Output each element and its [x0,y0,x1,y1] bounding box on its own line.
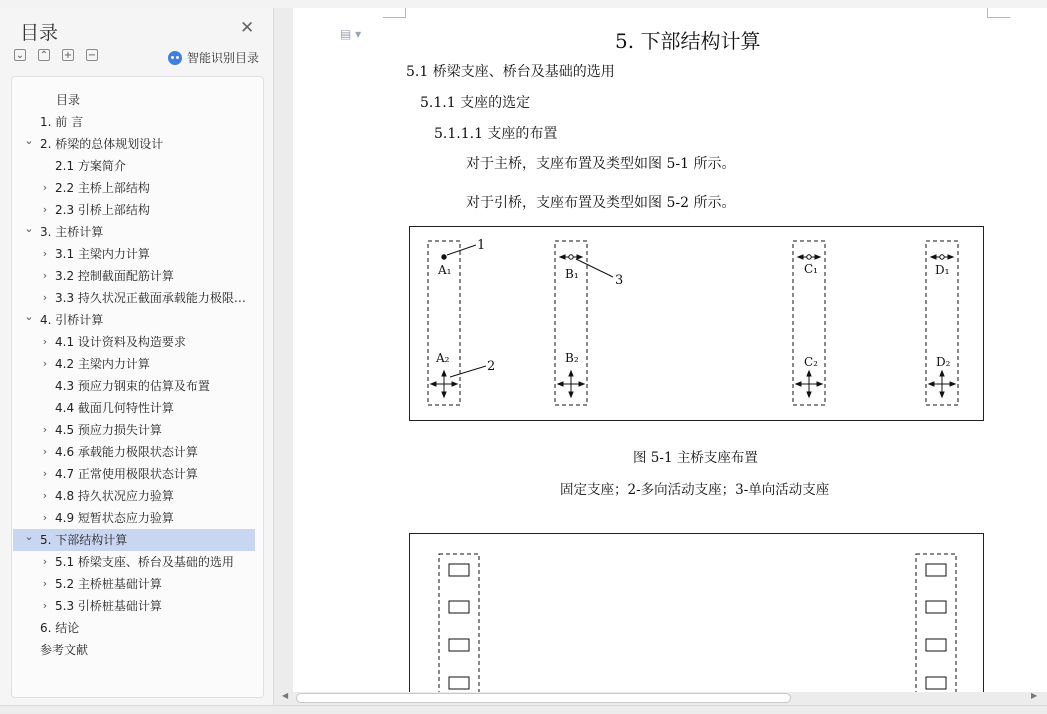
toc-item[interactable] [13,331,255,353]
toc-item-label: 4.4 截面几何特性计算 [55,401,174,415]
page-margin-mark [987,8,1010,18]
remove-heading-icon[interactable]: − [87,50,97,61]
toc-item-label: 2. 桥梁的总体规划设计 [40,137,164,151]
paragraph-approach-bridge: 对于引桥，支座布置及类型如图 5-2 所示。 [466,195,736,211]
toc-item[interactable] [13,551,255,573]
chevron-right-icon[interactable]: › [42,357,48,370]
toc-item[interactable] [13,529,255,551]
figure-5-2-bearing-layout [409,533,984,693]
chevron-right-icon[interactable]: › [42,555,48,568]
toc-item[interactable] [13,573,255,595]
label-b1: B₁ [565,267,579,281]
label-c2: C₂ [804,355,818,369]
horizontal-scrollbar[interactable] [274,692,1047,705]
toc-item[interactable] [13,133,255,155]
toc-item[interactable] [13,485,255,507]
bearing-layout-diagram [410,227,985,422]
toc-item[interactable] [13,89,255,111]
chevron-right-icon[interactable]: › [42,269,48,282]
label-d1: D₁ [935,263,950,277]
toc-item[interactable] [13,375,255,397]
toc-item-label: 1. 前 言 [40,115,84,129]
toc-item-label: 2.2 主桥上部结构 [55,181,150,195]
label-a2: A₂ [436,351,450,365]
toc-item-label: 3. 主桥计算 [40,225,104,239]
page-margin-mark [383,8,406,18]
toc-item-label: 5.1 桥梁支座、桥台及基础的选用 [55,555,234,569]
expand-level-icon[interactable]: ⌃ [39,50,49,61]
page-gutter [274,8,293,693]
label-d2: D₂ [936,355,951,369]
toc-item[interactable] [13,199,255,221]
chevron-down-icon[interactable]: ⌄ [24,310,34,323]
chevron-right-icon[interactable]: › [42,291,48,304]
chevron-right-icon[interactable]: › [42,181,48,194]
chevron-down-icon[interactable]: ⌄ [24,222,34,235]
toc-item-label: 4.7 正常使用极限状态计算 [55,467,198,481]
toc-item[interactable] [13,353,255,375]
approach-bearing-diagram [410,534,985,693]
toc-item[interactable] [13,463,255,485]
toc-item[interactable] [13,111,255,133]
toc-item-label: 3.3 持久状况正截面承载能力极限 ... [55,291,249,305]
toc-list [11,76,264,698]
toc-item[interactable] [13,221,255,243]
callout-2: 2 [487,359,496,374]
document-page [293,8,1047,693]
toc-item-label: 4.9 短暂状态应力验算 [55,511,174,525]
close-icon[interactable]: ✕ [240,18,255,38]
heading-3: 5.1.1 支座的选定 [420,95,531,111]
add-heading-icon[interactable]: + [63,50,73,61]
fixed-bearing-a1 [442,255,446,259]
chevron-right-icon[interactable]: › [42,247,48,260]
toc-item[interactable] [13,639,255,661]
toc-item-label: 4. 引桥计算 [40,313,104,327]
chevron-down-icon[interactable]: ⌄ [24,530,34,543]
toc-item-label: 4.5 预应力损失计算 [55,423,162,437]
toc-item[interactable] [13,595,255,617]
toc-item-label: 6. 结论 [40,621,80,635]
chevron-right-icon[interactable]: › [42,203,48,216]
smart-toc-button[interactable] [168,49,259,66]
toc-item-label: 2.1 方案简介 [55,159,126,173]
toc-item-label: 5. 下部结构计算 [40,533,128,547]
toc-item-label: 3.1 主梁内力计算 [55,247,150,261]
toc-item[interactable] [13,617,255,639]
toc-item-label: 目录 [56,93,81,107]
chevron-right-icon[interactable]: › [42,445,48,458]
toc-item[interactable] [13,419,255,441]
toc-item[interactable] [13,507,255,529]
toc-item-label: 4.8 持久状况应力验算 [55,489,174,503]
toc-item[interactable] [13,177,255,199]
heading-1: 5. 下部结构计算 [615,29,761,53]
figure-caption: 图 5-1 主桥支座布置 [633,450,758,466]
toc-item-label: 3.2 控制截面配筋计算 [55,269,174,283]
scroll-right-icon[interactable]: ▶ [1031,691,1038,700]
chevron-right-icon[interactable]: › [42,599,48,612]
chevron-right-icon[interactable]: › [42,511,48,524]
toc-item-label: 5.3 引桥桩基础计算 [55,599,162,613]
toc-item[interactable] [13,243,255,265]
label-c1: C₁ [804,262,818,276]
scroll-left-icon[interactable]: ◀ [282,691,289,700]
figure-legend: 固定支座；2-多向活动支座；3-单向活动支座 [560,482,830,498]
scrollbar-thumb[interactable] [296,693,791,703]
smart-toc-label: 智能识别目录 [187,51,260,65]
chevron-right-icon[interactable]: › [42,423,48,436]
toc-item-label: 4.1 设计资料及构造要求 [55,335,186,349]
toc-item-label: 5.2 主桥桩基础计算 [55,577,162,591]
toc-sidebar [0,8,274,705]
chevron-right-icon[interactable]: › [42,489,48,502]
toc-item[interactable] [13,287,255,309]
toc-item-label: 4.2 主梁内力计算 [55,357,150,371]
chevron-right-icon[interactable]: › [42,335,48,348]
heading-2: 5.1 桥梁支座、桥台及基础的选用 [406,64,615,80]
toc-item-label: 参考文献 [40,643,89,657]
chevron-down-icon[interactable]: ⌄ [24,134,34,147]
toc-item-label: 4.6 承载能力极限状态计算 [55,445,198,459]
toc-item[interactable] [13,397,255,419]
toc-item[interactable] [13,265,255,287]
toc-item-label: 4.3 预应力钢束的估算及布置 [55,379,210,393]
heading-4: 5.1.1.1 支座的布置 [434,126,558,142]
toc-item[interactable] [13,441,255,463]
figure-5-1-bearing-layout [409,226,984,421]
chevron-right-icon[interactable]: › [42,467,48,480]
collapse-all-icon[interactable]: ⌄ [15,50,25,61]
ai-bot-icon [168,51,182,65]
document-options-icon[interactable]: ▤ ▾ [340,27,362,41]
sidebar-title: 目录 [20,22,59,44]
callout-1: 1 [477,238,486,253]
toc-item[interactable] [13,155,255,177]
toc-item[interactable] [13,309,255,331]
toc-item-label: 2.3 引桥上部结构 [55,203,150,217]
chevron-right-icon[interactable]: › [42,577,48,590]
paragraph-main-bridge: 对于主桥，支座布置及类型如图 5-1 所示。 [466,156,736,172]
label-b2: B₂ [565,351,579,365]
label-a1: A₁ [438,263,452,277]
callout-3: 3 [615,273,624,288]
